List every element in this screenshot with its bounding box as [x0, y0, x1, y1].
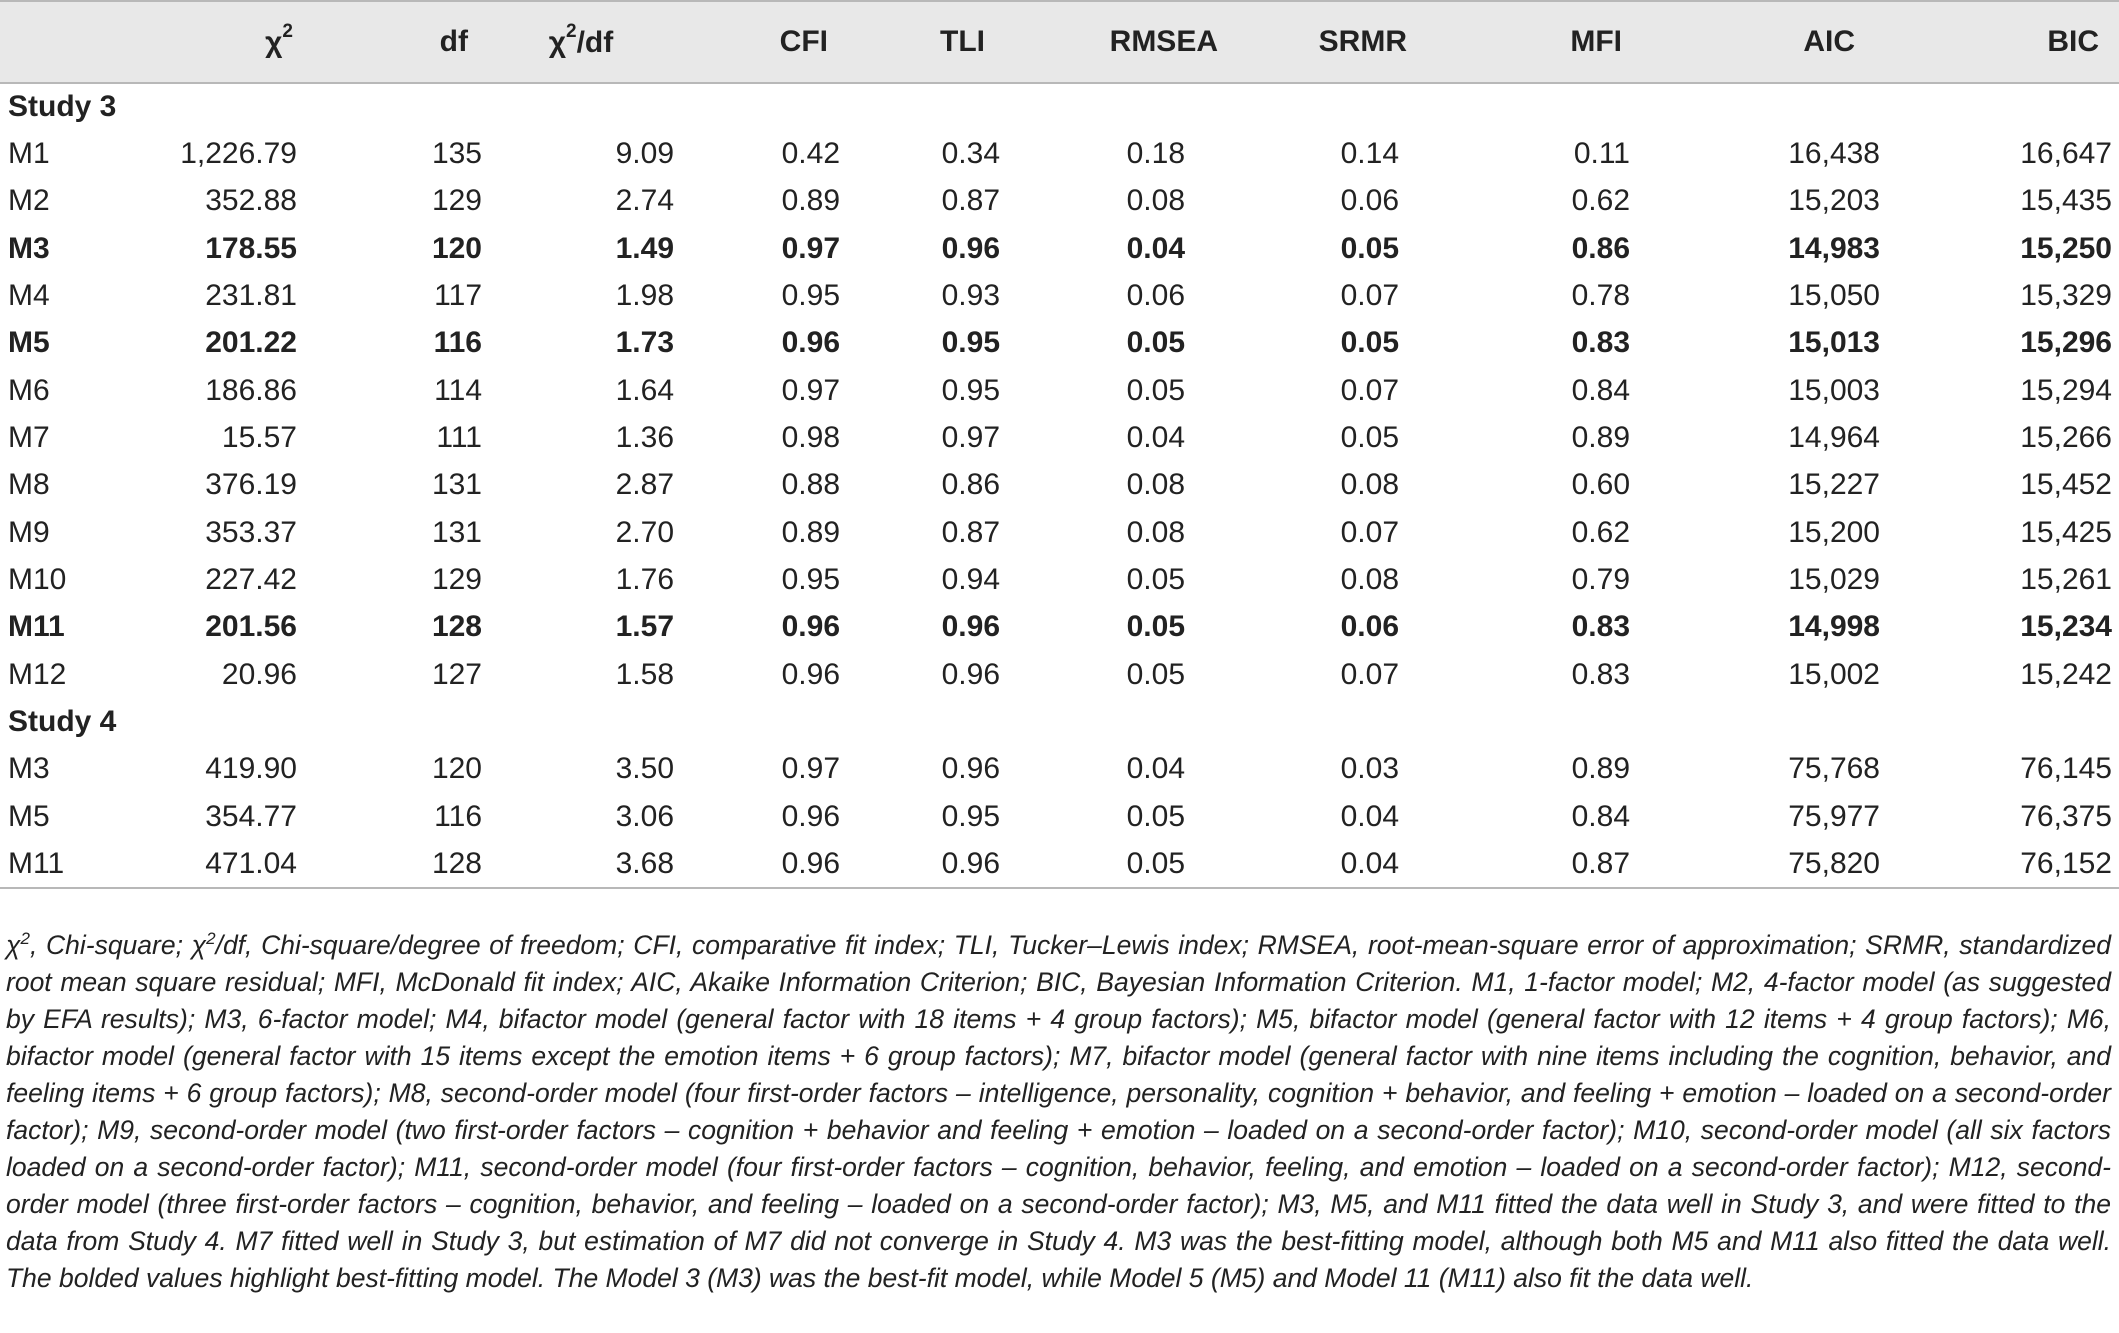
cell-bic: 15,242 — [2020, 657, 2112, 691]
cell-aic: 15,200 — [1788, 515, 1880, 549]
cell-mfi: 0.83 — [1571, 326, 1630, 360]
cell-srmr: 0.08 — [1340, 563, 1399, 597]
cell-aic: 15,003 — [1788, 373, 1880, 407]
cell-chi-df: 1.49 — [615, 231, 674, 265]
cell-tli: 0.95 — [941, 799, 1000, 833]
cell-df: 111 — [436, 421, 482, 455]
cell-aic: 14,998 — [1788, 610, 1880, 644]
cell-rmsea: 0.05 — [1126, 610, 1185, 644]
cell-srmr: 0.07 — [1340, 373, 1399, 407]
table-row — [0, 367, 2119, 414]
cell-mfi: 0.62 — [1571, 515, 1630, 549]
cell-aic: 15,203 — [1788, 184, 1880, 218]
cell-bic: 15,425 — [2020, 515, 2112, 549]
cell-rmsea: 0.05 — [1126, 657, 1185, 691]
cell-rmsea: 0.04 — [1126, 231, 1185, 265]
cell-srmr: 0.06 — [1340, 610, 1399, 644]
cell-bic: 76,152 — [1925, 841, 2119, 888]
cell-model: M7 — [8, 421, 50, 455]
cell-rmsea: 0.05 — [1126, 563, 1185, 597]
table-row — [0, 462, 2119, 509]
cell-tli: 0.95 — [941, 373, 1000, 407]
cell-df: 128 — [431, 610, 482, 644]
cell-df: 129 — [431, 184, 482, 218]
cell-df: 131 — [431, 468, 482, 502]
cell-chi-df: 1.73 — [615, 326, 674, 360]
table-row — [0, 841, 2119, 888]
cell-bic: 15,234 — [2020, 610, 2112, 644]
cell-chi-square: 178.55 — [205, 231, 297, 265]
cell-mfi: 0.83 — [1571, 657, 1630, 691]
header-mfi: MFI — [1485, 1, 1710, 83]
cell-cfi: 0.97 — [781, 373, 840, 407]
table-row — [0, 509, 2119, 556]
cell-rmsea: 0.05 — [1060, 841, 1260, 888]
section-row — [0, 83, 2119, 130]
cell-chi-square: 1,226.79 — [180, 137, 297, 171]
header-df: df — [307, 1, 482, 83]
cell-tli: 0.87 — [941, 184, 1000, 218]
cell-aic: 15,002 — [1788, 657, 1880, 691]
section-title: Study 4 — [8, 705, 117, 739]
cell-tli: 0.95 — [941, 326, 1000, 360]
cell-bic: 15,261 — [2020, 563, 2112, 597]
cell-rmsea: 0.08 — [1126, 515, 1185, 549]
cell-model: M5 — [8, 799, 50, 833]
cell-srmr: 0.04 — [1260, 841, 1485, 888]
cell-cfi: 0.89 — [781, 184, 840, 218]
section-row — [0, 698, 2119, 745]
table-row — [0, 272, 2119, 319]
note-part-2: /df, Chi-square/degree of freedom; CFI, comparative fit index; TLI, Tucker–Lewis index; RMSEA, root-mean-square error of approximation; SRMR, standardized root mean square residual; MFI, McDonald fit index; AIC, Akaike Information Criterion; BIC, Bayesian Information Criterion. M1, 1-factor model; M2, 4-factor model (as suggested by EFA results); M3, 6-factor model; M4, bifactor model (general factor with 18 items + 4 group factors); M5, bifactor model (general factor with 12 items + 4 group factors); M6, bifactor model (general factor with 15 items except the emotion items + 6 group factors); M7, bifactor model (general factor with nine items including the cognition, behavior, and feeling items + 6 group factors); M8, second-order model (four first-order factors – intelligence, personality, cognition + behavior, and feeling + emotion – loaded on a second-order factor); M9, second-order model (two first-order factors – cognition + behavior and feeling + emotion – loaded on a second-order factor); M10, second-order model (all six factors loaded on a second-order factor); M11, second-order model (four first-order factors – cognition, behavior, feeling, and emotion – loaded on a second-order factor); M12, second-order model (three first-order factors – cognition, behavior, and feeling – loaded on a second-order factor); M3, M5, and M11 fitted the data well in Study 3, and were fitted to the data from Study 4. M7 fitted well in Study 3, but estimation of M7 did not converge in Study 4. M3 was the best-fitting model, although both M5 and M11 also fitted the data well. The bolded values highlight best-fitting model. The Model 3 (M3) was the best-fit model, while Model 5 (M5) and Model 11 (M11) also fit the data well. — [6, 929, 2111, 1293]
cell-mfi: 0.83 — [1571, 610, 1630, 644]
cell-chi-square: 227.42 — [205, 563, 297, 597]
cell-aic: 75,820 — [1710, 841, 1925, 888]
cell-rmsea: 0.05 — [1126, 326, 1185, 360]
cell-rmsea: 0.04 — [1126, 752, 1185, 786]
cell-tli: 0.97 — [941, 421, 1000, 455]
cell-model: M3 — [8, 231, 50, 265]
cell-model: M5 — [8, 326, 50, 360]
cell-chi-square: 20.96 — [221, 657, 297, 691]
header-row — [0, 1, 2119, 83]
cell-tli: 0.96 — [870, 841, 1060, 888]
cell-model: M2 — [8, 184, 50, 218]
cell-mfi: 0.84 — [1571, 799, 1630, 833]
cell-model: M10 — [8, 563, 67, 597]
cell-cfi: 0.97 — [781, 752, 840, 786]
cell-mfi: 0.60 — [1571, 468, 1630, 502]
cell-df: 117 — [434, 279, 482, 313]
cell-chi-square: 201.56 — [205, 610, 297, 644]
cell-aic: 75,977 — [1788, 799, 1880, 833]
cell-cfi: 0.42 — [781, 137, 840, 171]
cell-mfi: 0.89 — [1571, 752, 1630, 786]
cell-rmsea: 0.06 — [1126, 279, 1185, 313]
cell-chi-df: 1.57 — [615, 610, 674, 644]
table-row — [0, 746, 2119, 793]
cell-cfi: 0.96 — [781, 610, 840, 644]
header-chi-df — [482, 1, 680, 83]
cell-srmr: 0.04 — [1340, 799, 1399, 833]
cell-tli: 0.93 — [941, 279, 1000, 313]
cell-mfi: 0.84 — [1571, 373, 1630, 407]
cell-bic: 76,375 — [2020, 799, 2112, 833]
cell-mfi: 0.89 — [1571, 421, 1630, 455]
table-row — [0, 556, 2119, 603]
cell-df: 129 — [431, 563, 482, 597]
cell-tli: 0.87 — [941, 515, 1000, 549]
cell-bic: 76,145 — [2020, 752, 2112, 786]
table-row — [0, 225, 2119, 272]
cell-df: 131 — [431, 515, 482, 549]
table-body — [0, 83, 2119, 888]
header-bic: BIC — [1925, 1, 2119, 83]
cell-bic: 15,329 — [2020, 279, 2112, 313]
cell-cfi: 0.95 — [781, 563, 840, 597]
cell-chi-df: 1.36 — [615, 421, 674, 455]
cell-rmsea: 0.04 — [1126, 421, 1185, 455]
cell-mfi: 0.79 — [1571, 563, 1630, 597]
cell-model: M12 — [8, 657, 67, 691]
cell-mfi: 0.87 — [1485, 841, 1710, 888]
cell-model: M9 — [8, 515, 50, 549]
cell-cfi: 0.96 — [680, 841, 870, 888]
cell-chi-df: 1.76 — [615, 563, 674, 597]
header-tli: TLI — [870, 1, 1060, 83]
cell-chi-square: 419.90 — [205, 752, 297, 786]
cell-chi-square: 354.77 — [205, 799, 297, 833]
table-row — [0, 320, 2119, 367]
cell-model: M4 — [8, 279, 50, 313]
cell-chi-square: 231.81 — [205, 279, 297, 313]
cell-rmsea: 0.18 — [1126, 137, 1185, 171]
table-row — [0, 604, 2119, 651]
header-model — [0, 1, 145, 83]
cell-srmr: 0.08 — [1340, 468, 1399, 502]
cell-chi-square: 186.86 — [205, 373, 297, 407]
cell-chi-square: 352.88 — [205, 184, 297, 218]
cell-rmsea: 0.08 — [1126, 184, 1185, 218]
header-chi-square — [145, 1, 307, 83]
cell-aic: 14,964 — [1788, 421, 1880, 455]
note-chi: χ — [6, 929, 21, 960]
cell-rmsea: 0.05 — [1126, 373, 1185, 407]
cell-df: 116 — [433, 326, 482, 360]
cell-tli: 0.96 — [941, 231, 1000, 265]
cell-mfi: 0.86 — [1571, 231, 1630, 265]
cell-srmr: 0.05 — [1340, 231, 1399, 265]
table-row — [0, 651, 2119, 698]
cell-chi-square: 201.22 — [205, 326, 297, 360]
cell-cfi: 0.88 — [781, 468, 840, 502]
cell-tli: 0.96 — [941, 610, 1000, 644]
cell-cfi: 0.96 — [781, 326, 840, 360]
cell-srmr: 0.05 — [1340, 421, 1399, 455]
cell-bic: 16,647 — [2020, 137, 2112, 171]
cell-srmr: 0.05 — [1340, 326, 1399, 360]
cell-srmr: 0.07 — [1340, 657, 1399, 691]
cell-model: M3 — [8, 752, 50, 786]
cell-srmr: 0.06 — [1340, 184, 1399, 218]
header-rmsea: RMSEA — [1060, 1, 1260, 83]
cell-chi-square: 15.57 — [221, 421, 297, 455]
cell-tli: 0.96 — [941, 657, 1000, 691]
cell-cfi: 0.89 — [781, 515, 840, 549]
cell-cfi: 0.96 — [781, 657, 840, 691]
header-chi-df-sup: 2 — [566, 20, 577, 42]
cell-bic: 15,296 — [2020, 326, 2112, 360]
cell-chi-df: 2.70 — [615, 515, 674, 549]
cell-model: M11 — [8, 610, 65, 644]
cell-df: 114 — [434, 373, 482, 407]
cell-df: 116 — [434, 799, 482, 833]
cell-mfi: 0.78 — [1571, 279, 1630, 313]
note-part-1: , Chi-square; χ — [29, 929, 207, 960]
table-header — [0, 1, 2119, 83]
cell-rmsea: 0.05 — [1126, 799, 1185, 833]
cell-bic: 15,266 — [2020, 421, 2112, 455]
cell-chi-df: 1.98 — [615, 279, 674, 313]
cell-cfi: 0.98 — [781, 421, 840, 455]
cell-chi-df: 9.09 — [615, 137, 674, 171]
cell-srmr: 0.07 — [1340, 279, 1399, 313]
cell-chi-df: 3.06 — [615, 799, 674, 833]
note-sup-2: 2 — [206, 929, 216, 948]
cell-df: 127 — [431, 657, 482, 691]
cell-cfi: 0.96 — [781, 799, 840, 833]
cell-df: 120 — [431, 231, 482, 265]
header-srmr: SRMR — [1260, 1, 1485, 83]
cell-bic: 15,452 — [2020, 468, 2112, 502]
cell-bic: 15,294 — [2020, 373, 2112, 407]
cell-chi-df: 1.64 — [615, 373, 674, 407]
cell-bic: 15,435 — [2020, 184, 2112, 218]
cell-df: 128 — [307, 841, 482, 888]
cell-mfi: 0.62 — [1571, 184, 1630, 218]
cell-chi-df: 2.87 — [615, 468, 674, 502]
cell-srmr: 0.07 — [1340, 515, 1399, 549]
cell-chi-square: 376.19 — [205, 468, 297, 502]
cell-aic: 75,768 — [1788, 752, 1880, 786]
cell-cfi: 0.97 — [781, 231, 840, 265]
cell-df: 135 — [431, 137, 482, 171]
cell-chi-df: 2.74 — [615, 184, 674, 218]
cell-chi-square: 471.04 — [145, 841, 307, 888]
cell-aic: 15,227 — [1788, 468, 1880, 502]
note-sup-1: 2 — [20, 929, 30, 948]
header-chi-symbol: χ — [265, 25, 283, 59]
header-chi-df-symbol: χ — [548, 25, 567, 59]
cell-aic: 16,438 — [1788, 137, 1880, 171]
cell-aic: 15,029 — [1788, 563, 1880, 597]
cell-cfi: 0.95 — [781, 279, 840, 313]
cell-tli: 0.96 — [941, 752, 1000, 786]
header-aic: AIC — [1710, 1, 1925, 83]
header-chi-sup: 2 — [282, 20, 293, 42]
cell-tli: 0.86 — [941, 468, 1000, 502]
cell-model: M6 — [8, 373, 50, 407]
cell-aic: 15,013 — [1788, 326, 1880, 360]
cell-model: M1 — [8, 137, 50, 171]
cell-rmsea: 0.08 — [1126, 468, 1185, 502]
cell-chi-df: 3.50 — [615, 752, 674, 786]
table-row — [0, 178, 2119, 225]
cell-chi-df: 3.68 — [482, 841, 680, 888]
cell-model: M8 — [8, 468, 50, 502]
cell-aic: 15,050 — [1788, 279, 1880, 313]
cell-aic: 14,983 — [1788, 231, 1880, 265]
cell-bic: 15,250 — [2020, 231, 2112, 265]
cell-chi-square: 353.37 — [205, 515, 297, 549]
table-row — [0, 130, 2119, 177]
cell-model: M11 — [0, 841, 145, 888]
header-cfi: CFI — [680, 1, 870, 83]
cell-chi-df: 1.58 — [615, 657, 674, 691]
header-chi-df-suffix: /df — [576, 25, 614, 59]
table-footnote — [6, 920, 2111, 1297]
cell-mfi: 0.11 — [1573, 137, 1630, 171]
cell-srmr: 0.03 — [1340, 752, 1399, 786]
cell-df: 120 — [431, 752, 482, 786]
table-row — [0, 414, 2119, 461]
cell-tli: 0.34 — [941, 137, 1000, 171]
table-row — [0, 793, 2119, 840]
cell-srmr: 0.14 — [1340, 137, 1399, 171]
cell-tli: 0.94 — [941, 563, 1000, 597]
section-title: Study 3 — [8, 90, 117, 124]
